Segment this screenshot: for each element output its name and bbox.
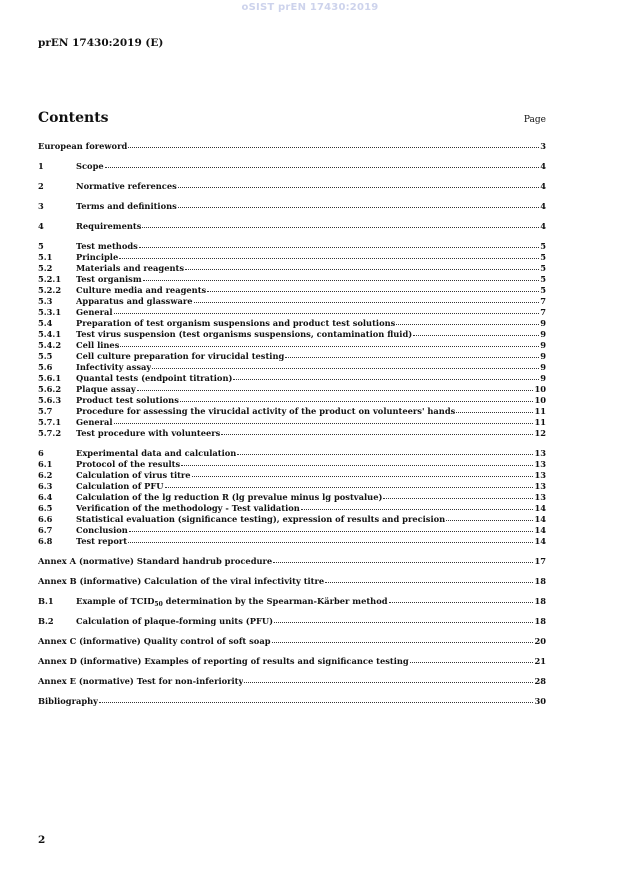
toc-dot-leader [446,520,533,521]
toc-entry-page: 7 [540,307,546,317]
toc-entry[interactable] [38,459,546,470]
toc-entry-number: 5.7.1 [38,417,62,427]
watermark: oSIST prEN 17430:2019 [241,2,379,13]
toc-entry-number: 6.7 [38,525,53,535]
toc-entry-title-text: General [76,417,113,427]
toc-entry-title-text: Product test solutions [76,395,179,405]
toc-entry-number: 2 [38,181,44,191]
toc-entry-title-text: Annex C (informative) Quality control of soft soap [38,636,271,646]
toc-entry-page: 9 [540,329,546,339]
toc-entry[interactable] [38,448,546,459]
toc-entry-title-text: Calculation of the lg reduction R (lg prevalue minus lg postvalue) [76,492,383,502]
toc-dot-leader [119,258,539,259]
toc-entry-title-text: Preparation of test organism suspensions and product test solutions [76,318,396,328]
toc-entry-number: 6.6 [38,514,53,524]
toc-entry-page: 20 [534,636,546,646]
toc-entry[interactable] [38,161,546,172]
toc-entry-page: 12 [534,428,546,438]
toc-entry-number: B.2 [38,616,54,626]
toc-dot-leader [207,291,539,292]
toc-entry-title [76,470,191,481]
toc-entry-page: 5 [540,285,546,295]
toc-entry-page: 9 [540,351,546,361]
toc-entry-title [76,459,180,470]
toc-entry-page: 18 [534,576,546,586]
toc-entry-title [76,481,164,492]
toc-entry-title-subscript: 50 [154,601,163,608]
toc-entry-title [76,161,104,172]
toc-entry-title-text: General [76,307,113,317]
toc-entry[interactable] [38,514,546,525]
toc-dot-leader [139,247,539,248]
toc-dot-leader [178,187,539,188]
toc-entry-title [76,448,236,459]
toc-entry[interactable] [38,556,546,567]
toc-entry-title [76,263,184,274]
toc-entry[interactable] [38,536,546,547]
toc-dot-leader [192,476,534,477]
toc-dot-leader [129,531,534,532]
toc-entry-page: 10 [534,384,546,394]
table-of-contents [38,141,546,707]
toc-entry[interactable] [38,263,546,274]
toc-entry[interactable] [38,307,546,318]
toc-entry-number: 6.3 [38,481,53,491]
toc-entry-title [76,596,388,610]
toc-entry-title [76,492,382,503]
toc-entry-title [38,556,272,567]
toc-entry-page: 13 [534,492,546,502]
toc-dot-leader [143,280,540,281]
toc-entry-title [76,362,151,373]
toc-entry-title-text: Cell culture preparation for virucidal testing [76,351,285,361]
toc-entry-number: 3 [38,201,44,211]
toc-entry-number: 5.3 [38,296,53,306]
toc-entry-number: 5.1 [38,252,53,262]
toc-entry-title [76,318,395,329]
toc-dot-leader [456,412,533,413]
toc-entry-title [76,514,445,525]
toc-entry[interactable] [38,329,546,340]
toc-dot-leader [180,401,534,402]
toc-dot-leader [137,390,534,391]
toc-entry-title-text: Bibliography [38,696,99,706]
toc-entry-number: 5.4 [38,318,53,328]
toc-entry-title-text: Statistical evaluation (significance testing), expression of results and precision [76,514,446,524]
toc-dot-leader [194,302,540,303]
toc-entry[interactable] [38,470,546,481]
page-number: 2 [38,834,46,846]
toc-entry-title-text: Protocol of the results [76,459,181,469]
toc-entry-title-text: Annex E (normative) Test for non-inferiority [38,676,244,686]
toc-entry-number: 5.6 [38,362,53,372]
toc-entry-title [38,676,243,687]
toc-entry-title-text: Example of TCID [76,596,155,606]
toc-entry-title [76,296,193,307]
toc-entry-title [76,525,128,536]
toc-dot-leader [389,602,534,603]
toc-entry[interactable] [38,252,546,263]
toc-dot-leader [233,379,539,380]
toc-entry-number: 5.5 [38,351,53,361]
toc-entry-title-text: Materials and reagents [76,263,185,273]
toc-entry-number: 5.2 [38,263,53,273]
toc-dot-leader [165,487,534,488]
contents-heading: Contents [38,110,109,126]
toc-entry-title [76,241,138,252]
toc-entry-title [76,351,284,362]
toc-entry-number: 5.4.1 [38,329,62,339]
toc-entry[interactable] [38,318,546,329]
toc-entry[interactable] [38,340,546,351]
toc-entry-number: 5.7.2 [38,428,62,438]
toc-entry-page: 11 [534,406,546,416]
toc-entry-page: 14 [534,503,546,513]
toc-entry-page: 30 [534,696,546,706]
toc-entry-title-text: Conclusion [76,525,128,535]
toc-entry-title-text: Requirements [76,221,142,231]
toc-dot-leader [221,434,533,435]
toc-dot-leader [114,423,534,424]
toc-entry-title-text: Annex D (informative) Examples of reporting of results and significance testing [38,656,409,666]
toc-entry-title [76,503,300,514]
toc-entry-title-text: Principle [76,252,119,262]
toc-entry-page: 28 [534,676,546,686]
toc-entry-page: 7 [540,296,546,306]
toc-entry[interactable] [38,395,546,406]
toc-entry-title-text: Calculation of PFU [76,481,164,491]
toc-entry-page: 13 [534,459,546,469]
toc-entry-number: 6.2 [38,470,53,480]
toc-entry-number: 6.4 [38,492,53,502]
toc-entry-title [38,636,271,647]
document-id: prEN 17430:2019 (E) [38,37,164,49]
toc-dot-leader [142,227,539,228]
toc-entry-number: 5.7 [38,406,53,416]
toc-entry[interactable] [38,384,546,395]
toc-entry-number: 6 [38,448,44,458]
toc-entry-page: 9 [540,340,546,350]
toc-entry-title-text: Test methods [76,241,138,251]
toc-entry-title [76,395,179,406]
toc-entry-title-text: Test organism [76,274,142,284]
toc-entry-number: 5.3.1 [38,307,62,317]
toc-entry-page: 13 [534,470,546,480]
toc-entry-number: 5.4.2 [38,340,62,350]
toc-entry[interactable] [38,417,546,428]
toc-dot-leader [114,313,540,314]
page-column-label: Page [523,115,546,125]
toc-entry-title-text: Annex A (normative) Standard handrub procedure [38,556,273,566]
toc-entry-number: 5.2.1 [38,274,62,284]
toc-entry[interactable] [38,503,546,514]
toc-entry-page: 14 [534,525,546,535]
toc-dot-leader [272,642,534,643]
toc-entry-title-text: Experimental data and calculation [76,448,237,458]
toc-entry[interactable] [38,201,546,212]
toc-dot-leader [120,346,539,347]
toc-entry-page: 14 [534,536,546,546]
toc-entry[interactable] [38,696,546,707]
toc-dot-leader [128,147,539,148]
toc-entry[interactable] [38,676,546,687]
toc-entry-page: 4 [540,181,546,191]
toc-entry[interactable] [38,181,546,192]
toc-dot-leader [181,465,533,466]
toc-entry-title-text: Annex B (informative) Calculation of the viral infectivity titre [38,576,325,586]
toc-entry-title-text-after: determination by the Spearman-Kärber method [162,596,388,606]
toc-dot-leader [301,509,534,510]
toc-entry-page: 17 [534,556,546,566]
toc-dot-leader [152,368,539,369]
toc-entry-title [76,285,206,296]
toc-entry[interactable] [38,616,546,627]
toc-entry-title-text: Apparatus and glassware [76,296,193,306]
toc-dot-leader [383,498,533,499]
toc-entry-title-text: Test report [76,536,128,546]
toc-entry-title-text: Terms and definitions [76,201,177,211]
toc-entry-number: 5.6.2 [38,384,62,394]
toc-entry-number: 6.5 [38,503,53,513]
toc-entry-title [76,536,127,547]
toc-entry[interactable] [38,525,546,536]
toc-entry-page: 5 [540,241,546,251]
toc-entry-page: 3 [540,141,546,151]
toc-entry-title [76,616,273,627]
toc-entry-title-text: Procedure for assessing the virucidal activity of the product on volunteers' hands [76,406,456,416]
toc-entry-page: 11 [534,417,546,427]
toc-entry-title-text: Verification of the methodology - Test validation [76,503,300,513]
toc-entry-title [38,696,98,707]
toc-entry-number: B.1 [38,596,54,606]
toc-entry-page: 18 [534,596,546,606]
toc-dot-leader [410,662,534,663]
toc-entry[interactable] [38,656,546,667]
toc-dot-leader [178,207,539,208]
toc-entry-page: 4 [540,221,546,231]
toc-entry-page: 9 [540,318,546,328]
toc-entry-page: 14 [534,514,546,524]
toc-entry-title [76,181,177,192]
toc-entry-page: 10 [534,395,546,405]
toc-entry-number: 5.2.2 [38,285,62,295]
toc-entry-page: 5 [540,252,546,262]
toc-entry[interactable] [38,492,546,503]
toc-entry-title [76,417,113,428]
toc-dot-leader [244,682,533,683]
toc-entry-title-text: Test procedure with volunteers [76,428,221,438]
toc-entry-title-text: Calculation of virus titre [76,470,191,480]
toc-entry-title [76,221,141,232]
toc-entry-number: 5 [38,241,44,251]
toc-entry-title-text: Infectivity assay [76,362,152,372]
toc-entry[interactable] [38,141,546,152]
toc-entry-title-text: Calculation of plaque-forming units (PFU) [76,616,274,626]
toc-entry-page: 21 [534,656,546,666]
toc-entry-title-text: Cell lines [76,340,120,350]
toc-entry-page: 5 [540,263,546,273]
toc-entry-title [38,576,324,587]
toc-entry-number: 1 [38,161,44,171]
toc-entry-title-text: Normative references [76,181,177,191]
toc-entry-title [76,340,119,351]
toc-entry-title-text: Test virus suspension (test organisms suspensions, contamination fluid) [76,329,413,339]
toc-entry-number: 6.1 [38,459,53,469]
toc-entry-title [76,384,136,395]
toc-entry-number: 5.6.3 [38,395,62,405]
toc-entry-page: 13 [534,481,546,491]
toc-dot-leader [325,582,533,583]
toc-entry-title-text: European foreword [38,141,128,151]
toc-entry-title [38,141,127,152]
toc-entry[interactable] [38,406,546,417]
toc-entry[interactable] [38,576,546,587]
toc-entry[interactable] [38,221,546,232]
toc-entry-page: 4 [540,161,546,171]
toc-dot-leader [273,562,533,563]
toc-entry[interactable] [38,351,546,362]
toc-entry-title-text: Plaque assay [76,384,136,394]
toc-entry[interactable] [38,296,546,307]
toc-entry[interactable] [38,241,546,252]
toc-entry-title [76,201,177,212]
toc-entry-number: 5.6.1 [38,373,62,383]
toc-dot-leader [285,357,539,358]
toc-entry[interactable] [38,274,546,285]
toc-entry-title-text: Culture media and reagents [76,285,207,295]
toc-entry-title [76,329,412,340]
toc-entry-title [76,274,142,285]
toc-entry-page: 13 [534,448,546,458]
toc-dot-leader [237,454,533,455]
toc-dot-leader [396,324,539,325]
toc-entry[interactable] [38,596,546,607]
toc-entry-number: 6.8 [38,536,53,546]
toc-entry-title [76,406,455,417]
toc-dot-leader [105,167,540,168]
toc-entry[interactable] [38,362,546,373]
toc-entry-page: 9 [540,373,546,383]
toc-entry-number: 4 [38,221,44,231]
toc-entry-title [76,307,113,318]
toc-entry-title [38,656,409,667]
toc-entry[interactable] [38,481,546,492]
toc-dot-leader [413,335,539,336]
toc-entry-title [76,373,232,384]
toc-entry-title-text: Scope [76,161,104,171]
toc-entry[interactable] [38,636,546,647]
toc-entry[interactable] [38,373,546,384]
toc-entry-page: 18 [534,616,546,626]
toc-entry-title [76,252,118,263]
toc-entry[interactable] [38,428,546,439]
toc-dot-leader [185,269,539,270]
toc-entry-title-text: Quantal tests (endpoint titration) [76,373,233,383]
toc-entry-page: 4 [540,201,546,211]
toc-entry-title [76,428,220,439]
toc-dot-leader [99,702,533,703]
toc-dot-leader [128,542,533,543]
toc-entry-page: 5 [540,274,546,284]
toc-entry[interactable] [38,285,546,296]
toc-dot-leader [274,622,533,623]
toc-entry-page: 9 [540,362,546,372]
